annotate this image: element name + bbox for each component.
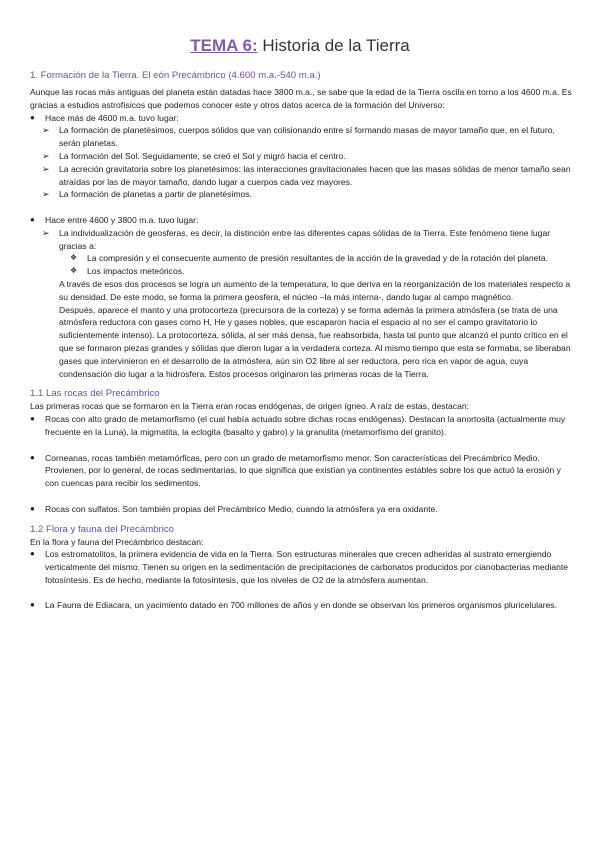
- section-1-intro: Aunque las rocas más antiguas del planeta están datadas hace 3800 m.a., se sabe que la edad de la Tierra oscila en torno a los 4600 m.a. Es gracias a estudios astrofísicos que podemos conocer este y otros datos acerca de la formación del Universo:: [30, 87, 572, 110]
- bullet-dot-icon: ●: [30, 549, 35, 559]
- bullet-dot-icon: ●: [30, 112, 35, 122]
- diamond-bullet-icon: ❖: [70, 266, 78, 276]
- section-1-heading: 1. Formación de la Tierra. El eón Precámbrico (4.600 m.a.-540 m.a.): [30, 70, 321, 81]
- arrow-bullet-icon: ➢: [42, 125, 50, 136]
- list-item: ➢ La individualización de geosferas, es decir, la distinción entre las diferentes capas sólidas de la Tierra. Este fenómeno tiene lugar gracias a:: [42, 227, 551, 251]
- list-item: ● Rocas con alto grado de metamorfismo (el cual había actuado sobre dichas rocas endógenas). Destacan la anortosita (actualmente muy frecuente en la Luna), la migmatita, la eclogita (basalto y gabro) y la granulita (metamorfismo del granito).: [30, 414, 566, 437]
- section-1-2-heading: 1.2 Flora y fauna del Precámbrico: [30, 523, 174, 535]
- list-item: ● Corneanas, rocas también metamórficas, pero con un grado de metamorfismo menor. Son características del Precámbrico Medio. Provienen, por lo general, de rocas sedimentarias, lo que significa que existían ya continentes estables sobre los que actuó la erosión y con cuencas para recibir los sedimentos.: [30, 452, 561, 489]
- paragraph: A través de esos dos procesos se logra un aumento de la temperatura, lo que deriva en la reorganización de los materiales respecto a su densidad. De este modo, se forma la primera geosfera, el núcleo –la más interna-, dando lugar al campo magnético.: [59, 278, 571, 302]
- list-item: ❖ La compresión y el consecuente aumento de presión resultantes de la acción de la gravedad y de la rotación del planeta.: [70, 253, 549, 264]
- list-item: ❖ Los impactos meteóricos.: [70, 266, 185, 277]
- arrow-bullet-icon: ➢: [42, 150, 50, 161]
- list-item: ● Los estromatolitos, la primera evidencia de vida en la Tierra. Son estructuras minerales que crecen adheridas al sustrato emergiendo verticalmente del mismo. Tienen su origen en la sedimentación de precipitaciones de carbonatos producidos por cianobacterias mediante fotosíntesis. Es de hecho, mediante la fotosíntesis, que los niveles de O2 de la atmósfera aumentan.: [30, 549, 569, 585]
- list-item: ● Hace más de 4600 m.a. tuvo lugar:: [30, 112, 179, 123]
- arrow-bullet-icon: ➢: [42, 189, 50, 200]
- section-1-1-heading: 1.1 Las rocas del Precámbrico: [30, 388, 160, 400]
- paragraph: Después, aparece el manto y una protocorteza (precursora de la corteza) y se forma además la primera atmósfera (se trata de una atmósfera reductora con gases como H, He y gases nobles, que escaparon hacia el espacio al no ser el campo gravitatorio lo suficientemente intenso). La protocorteza, sólida, al ser más densa, fue reabsorbida, hasta tal punto que alcanzó el punto crítico en el que se formaron piezas grandes y sólidas que dieron lugar a la verdadera corteza. Al mismo tiempo que esta se formaba, se liberaban gases que intervinieron en el desarrollo de la atmósfera, aún sin O2 libre al ser reductora, pero rica en vapor de agua, cuya condensación dio lugar a la hidrosfera. Estos procesos originaron las primeras rocas de la Tierra.: [59, 304, 571, 379]
- bullet-dot-icon: ●: [30, 214, 35, 224]
- arrow-bullet-icon: ➢: [42, 227, 50, 238]
- diamond-bullet-icon: ❖: [70, 253, 78, 263]
- section-1-1-intro: Las primeras rocas que se formaron en la Tierra eran rocas endógenas, de origen ígneo. A raíz de estas, destacan:: [30, 401, 470, 412]
- document-title: [0, 36, 600, 56]
- list-item: ● La Fauna de Ediacara, un yacimiento datado en 700 millones de años y en donde se observan los primeros organismos pluricelulares.: [30, 600, 558, 611]
- bullet-dot-icon: ●: [30, 600, 35, 610]
- list-item: ➢ La formación del Sol. Seguidamente, se creó el Sol y migró hacia el centro.: [42, 150, 346, 161]
- title-number: TEMA 6:: [190, 36, 258, 55]
- bullet-dot-icon: ●: [30, 414, 35, 424]
- bullet-dot-icon: ●: [30, 503, 35, 513]
- list-item: ● Hace entre 4600 y 3800 m.a. tuvo lugar:: [30, 214, 199, 225]
- section-1-2-intro: En la flora y fauna del Precámbrico destacan:: [30, 536, 204, 547]
- arrow-bullet-icon: ➢: [42, 163, 50, 174]
- document-body: [30, 70, 575, 612]
- list-item: ➢ La acreción gravitatoria sobre los planetésimos: las interacciones gravitacionales hacen que las masas sólidas de menor tamaño sean atraídas por las de mayor tamaño, dando lugar a cuerpos cada vez mayores.: [42, 163, 571, 187]
- list-item: ➢ La formación de planetas a partir de planetésimos.: [42, 189, 252, 200]
- list-item: ● Rocas con sulfatos. Son también propias del Precámbrico Medio, cuando la atmósfera ya era oxidante.: [30, 503, 438, 514]
- list-item: ➢ La formación de planetésimos, cuerpos sólidos que van colisionando entre sí formando masas de mayor tamaño que, en el futuro, serán planetas.: [42, 125, 555, 149]
- title-text: Historia de la Tierra: [257, 36, 410, 55]
- bullet-dot-icon: ●: [30, 452, 35, 462]
